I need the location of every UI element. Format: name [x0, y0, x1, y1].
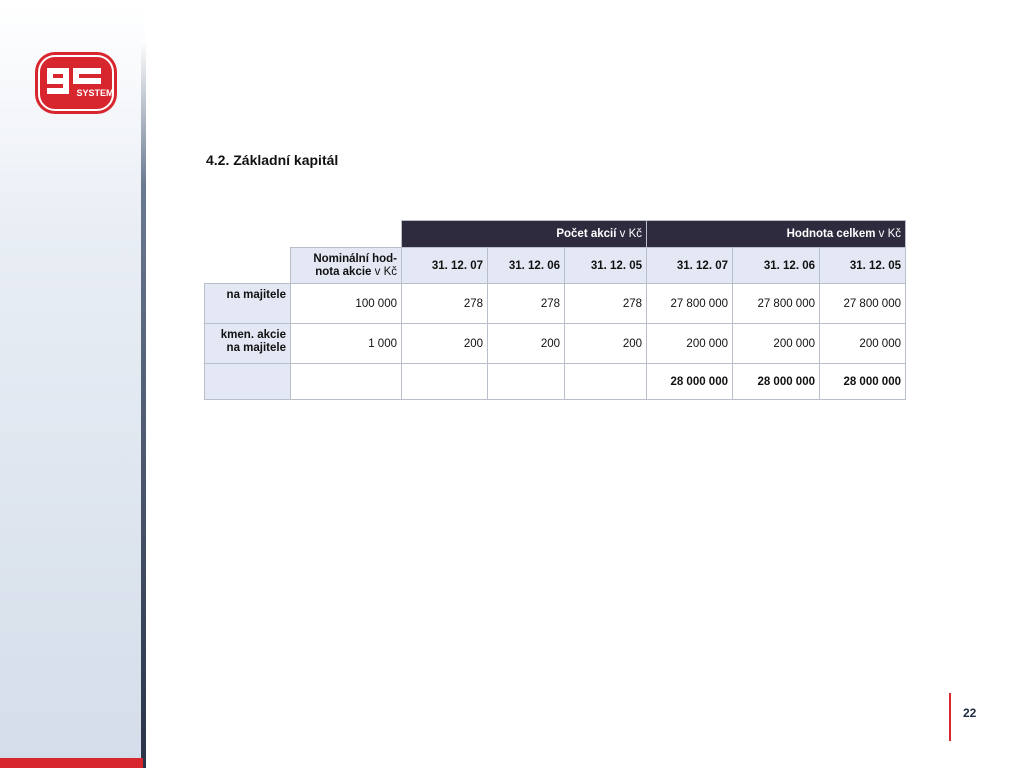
count-group-header: Počet akcií v Kč	[402, 221, 647, 248]
total-cell	[565, 364, 647, 400]
table-row	[205, 324, 906, 364]
table-row	[205, 284, 906, 324]
date-header: 31. 12. 07	[647, 248, 733, 284]
row-label: na majitele	[205, 284, 291, 324]
table-cell: 200 000	[820, 324, 906, 364]
total-cell	[402, 364, 488, 400]
group-header-row	[205, 221, 906, 248]
table-cell: 200	[402, 324, 488, 364]
date-header: 31. 12. 07	[402, 248, 488, 284]
nominal-value-cell: 1 000	[291, 324, 402, 364]
logo-g-glyph	[47, 68, 69, 94]
row-label: kmen. akcie na majitele	[205, 324, 291, 364]
nominal-value-cell: 100 000	[291, 284, 402, 324]
date-header: 31. 12. 06	[488, 248, 565, 284]
totals-row	[205, 364, 906, 400]
section-heading: 4.2. Základní kapitál	[206, 152, 339, 168]
page-number: 22	[963, 706, 977, 720]
table-cell	[291, 364, 402, 400]
date-header-row	[205, 248, 906, 284]
total-cell: 28 000 000	[733, 364, 820, 400]
table-cell: 27 800 000	[733, 284, 820, 324]
table-cell: 200	[565, 324, 647, 364]
sidebar-footer-bar	[0, 758, 143, 768]
table-cell: 200 000	[647, 324, 733, 364]
total-cell: 28 000 000	[820, 364, 906, 400]
table-cell: 278	[488, 284, 565, 324]
logo-brand-text: SYSTEM	[76, 88, 114, 98]
company-logo	[33, 50, 119, 116]
table-cell: 200 000	[733, 324, 820, 364]
value-group-header: Hodnota celkem v Kč	[647, 221, 906, 248]
total-cell: 28 000 000	[647, 364, 733, 400]
table-cell: 200	[488, 324, 565, 364]
nominal-value-header: Nominální hod- nota akcie v Kč	[291, 248, 402, 284]
capital-table	[204, 220, 906, 400]
table-cell: 27 800 000	[820, 284, 906, 324]
totals-label-cell	[205, 364, 291, 400]
date-header: 31. 12. 05	[820, 248, 906, 284]
table-cell: 278	[402, 284, 488, 324]
table-cell: 278	[565, 284, 647, 324]
total-cell	[488, 364, 565, 400]
page-number-divider	[949, 693, 951, 741]
sidebar-divider	[141, 40, 146, 768]
table-cell: 27 800 000	[647, 284, 733, 324]
date-header: 31. 12. 05	[565, 248, 647, 284]
date-header: 31. 12. 06	[733, 248, 820, 284]
